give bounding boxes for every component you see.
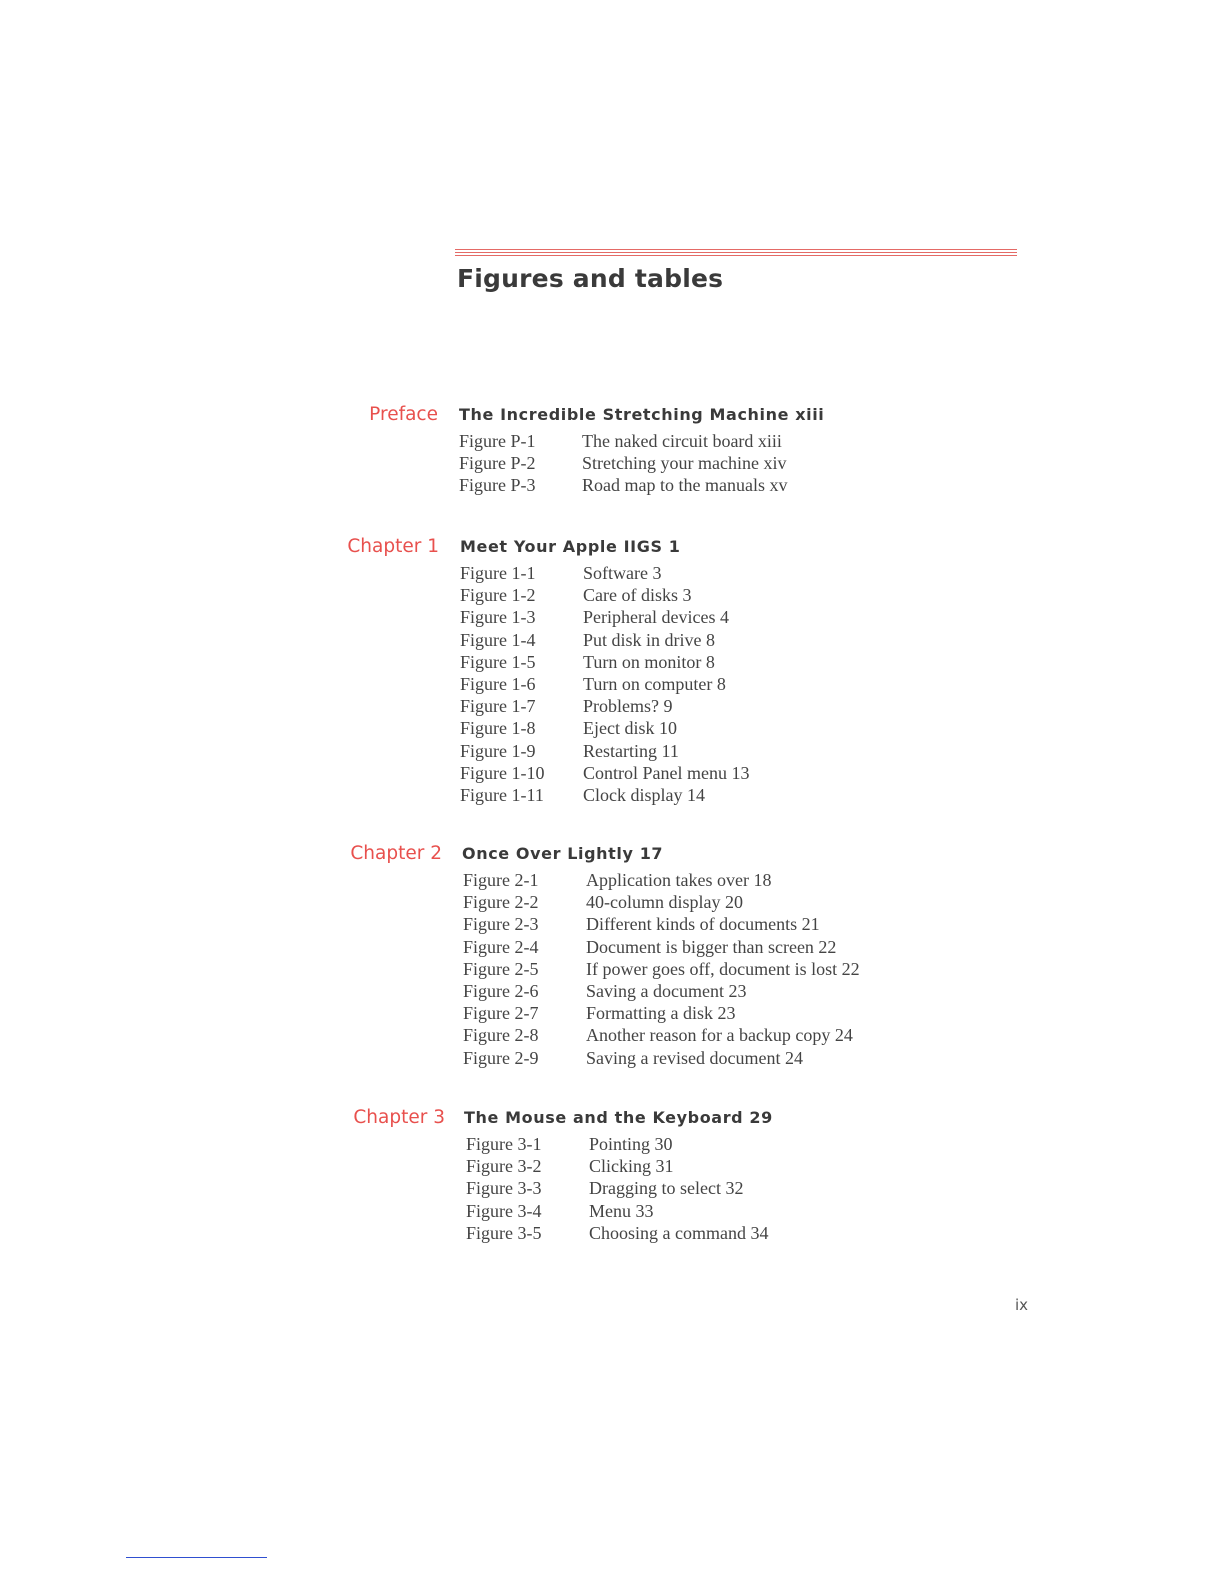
figure-number: Figure 2-2 [463, 892, 539, 913]
figure-number: Figure P-3 [459, 475, 536, 496]
figure-caption: Clicking 31 [589, 1156, 674, 1177]
section-label: Preface [369, 404, 438, 425]
figure-number: Figure 3-1 [466, 1134, 542, 1154]
figure-caption: Application takes over 18 [586, 870, 772, 890]
section-label: Chapter 2 [350, 843, 442, 864]
figure-number: Figure 1-2 [460, 585, 536, 606]
figure-caption: The naked circuit board xiii [582, 431, 782, 451]
figure-number: Figure 1-7 [460, 696, 536, 717]
figure-number: Figure 1-4 [460, 629, 536, 650]
figure-number: Figure 1-6 [460, 673, 536, 694]
figure-caption: Eject disk 10 [583, 718, 677, 739]
figure-caption: Restarting 11 [583, 740, 679, 761]
figure-caption: Menu 33 [589, 1200, 654, 1221]
page-title: Figures and tables [457, 264, 724, 293]
figure-caption: Stretching your machine xiv [582, 453, 787, 474]
figure-caption: Saving a document 23 [586, 980, 747, 1001]
figure-number: Figure 1-10 [460, 762, 545, 783]
figure-number: Figure 1-8 [460, 718, 536, 739]
figure-caption: Another reason for a backup copy 24 [586, 1025, 853, 1046]
figure-number: Figure P-1 [459, 431, 536, 451]
figure-caption: Saving a revised document 24 [586, 1047, 803, 1068]
figure-number: Figure 3-5 [466, 1222, 542, 1243]
figure-caption: If power goes off, document is lost 22 [586, 958, 860, 979]
figure-number: Figure 2-3 [463, 914, 539, 935]
figure-caption: Control Panel menu 13 [583, 762, 750, 783]
figure-number: Figure 3-4 [466, 1200, 542, 1221]
section-heading: Once Over Lightly 17 [462, 844, 664, 863]
figure-number: Figure 2-4 [463, 936, 539, 957]
figure-number: Figure 2-7 [463, 1003, 539, 1024]
figure-number: Figure 1-5 [460, 651, 536, 672]
figure-number: Figure 2-5 [463, 958, 539, 979]
figure-number: Figure 1-3 [460, 607, 536, 628]
figure-caption: Put disk in drive 8 [583, 629, 716, 650]
figure-caption: Clock display 14 [583, 784, 705, 805]
figure-number: Figure 1-9 [460, 740, 536, 761]
page-number: ix [1015, 1296, 1029, 1314]
figure-number: Figure 3-3 [466, 1178, 542, 1199]
footer-rule [126, 1557, 267, 1558]
figure-caption: Peripheral devices 4 [583, 607, 729, 628]
section-label: Chapter 3 [353, 1107, 445, 1128]
section-heading: The Mouse and the Keyboard 29 [464, 1108, 773, 1127]
figure-number: Figure 3-2 [466, 1156, 542, 1177]
section-heading: The Incredible Stretching Machine xiii [459, 405, 825, 424]
figure-caption: 40-column display 20 [586, 892, 743, 913]
figure-caption: Road map to the manuals xv [582, 475, 788, 496]
figure-number: Figure P-2 [459, 453, 536, 474]
title-rules [455, 249, 1017, 259]
figure-caption: Document is bigger than screen 22 [586, 936, 837, 957]
figure-caption: Care of disks 3 [583, 585, 692, 606]
figure-caption: Dragging to select 32 [589, 1178, 744, 1199]
figure-caption: Problems? 9 [583, 696, 673, 717]
figure-number: Figure 2-9 [463, 1047, 539, 1068]
figure-number: Figure 1-11 [460, 784, 544, 805]
figure-caption: Turn on computer 8 [583, 673, 726, 694]
section-label: Chapter 1 [347, 536, 439, 557]
figure-caption: Choosing a command 34 [589, 1222, 769, 1243]
figure-caption: Turn on monitor 8 [583, 651, 715, 672]
figure-caption: Formatting a disk 23 [586, 1003, 736, 1024]
figure-caption: Pointing 30 [589, 1134, 673, 1154]
section-heading: Meet Your Apple IIGS 1 [460, 537, 681, 556]
figure-number: Figure 2-6 [463, 980, 539, 1001]
figure-caption: Software 3 [583, 563, 662, 583]
figure-number: Figure 1-1 [460, 563, 536, 583]
figure-caption: Different kinds of documents 21 [586, 914, 820, 935]
figure-number: Figure 2-8 [463, 1025, 539, 1046]
figure-number: Figure 2-1 [463, 870, 539, 890]
